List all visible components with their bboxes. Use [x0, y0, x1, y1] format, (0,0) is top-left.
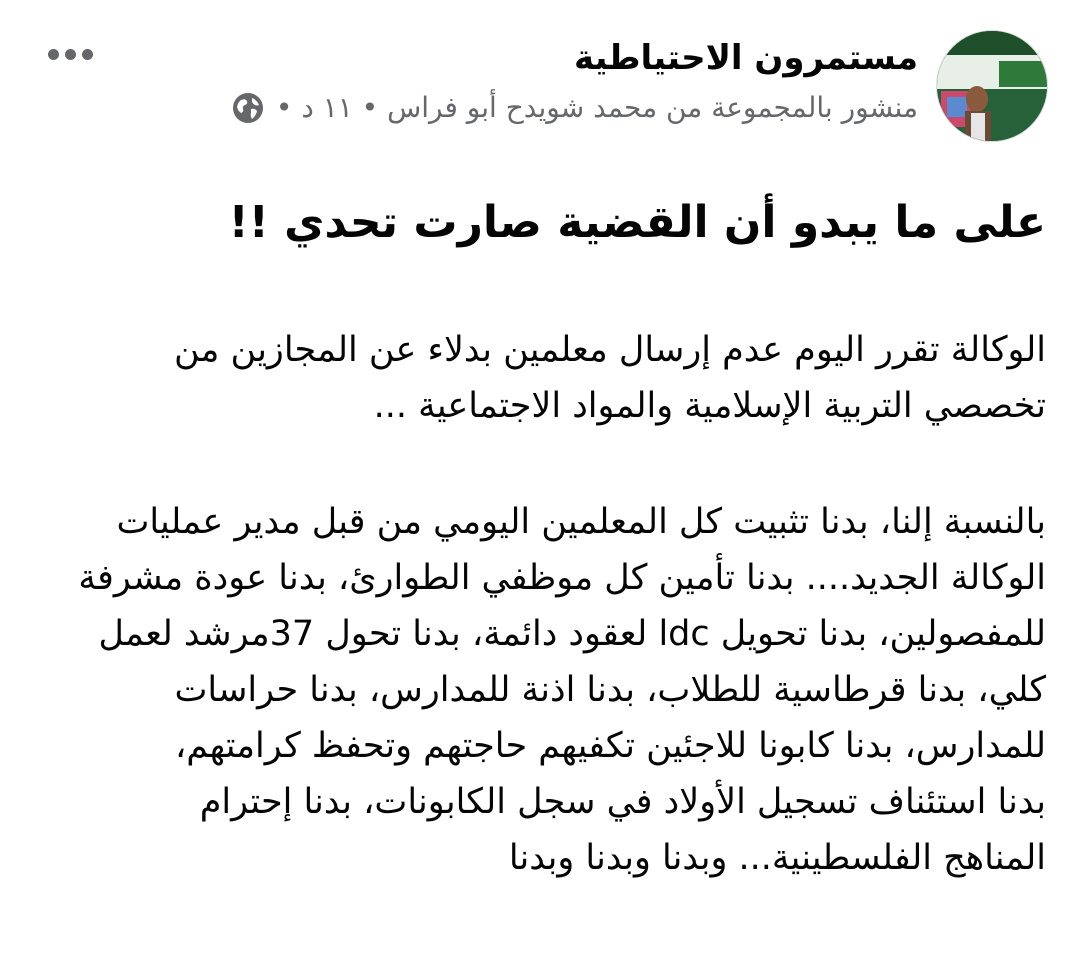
post-paragraph: الوكالة تقرر اليوم عدم إرسال معلمين بدلاء عن المجازين من تخصصي التربية الإسلامية والمواد الاجتماعية ... [174, 330, 1046, 426]
post-meta-text[interactable]: منشور بالمجموعة من محمد شويدح أبو فراس • ١١ د • [275, 91, 918, 124]
avatar-image [937, 31, 1047, 141]
post-meta [232, 88, 918, 128]
more-options-icon-dot [65, 49, 76, 60]
post-headline: على ما يبدو أن القضية صارت تحدي !! [228, 197, 1046, 248]
post-paragraph: بالنسبة إلنا، بدنا تثبيت كل المعلمين اليومي من قبل مدير عمليات الوكالة الجديد.... بدنا تأمين كل موظفي الطوارئ، بدنا عودة مشرفة للمفصولين، بدنا تحويل ldc لعقود دائمة، بدنا تحول 37مرشد لعمل كلي، بدنا قرطاسية للطلاب، بدنا اذنة للمدارس، بدنا حراسات للمدارس، بدنا كابونا للاجئين تكفيهم حاجتهم وتحفظ كرامتهم، بدنا استئناف تسجيل الأولاد في سجل الكابونات، بدنا إحترام المناهج الفلسطينية... وبدنا وبدنا وبدنا [78, 502, 1046, 878]
globe-icon[interactable] [232, 92, 264, 124]
post-author-block [232, 34, 918, 128]
group-name-link[interactable]: مستمرون الاحتياطية [574, 38, 918, 78]
more-options-icon [82, 49, 93, 60]
post-header [30, 28, 1048, 143]
group-avatar[interactable] [936, 30, 1048, 142]
more-options-icon-dot [48, 49, 59, 60]
more-options-button[interactable] [40, 34, 100, 74]
